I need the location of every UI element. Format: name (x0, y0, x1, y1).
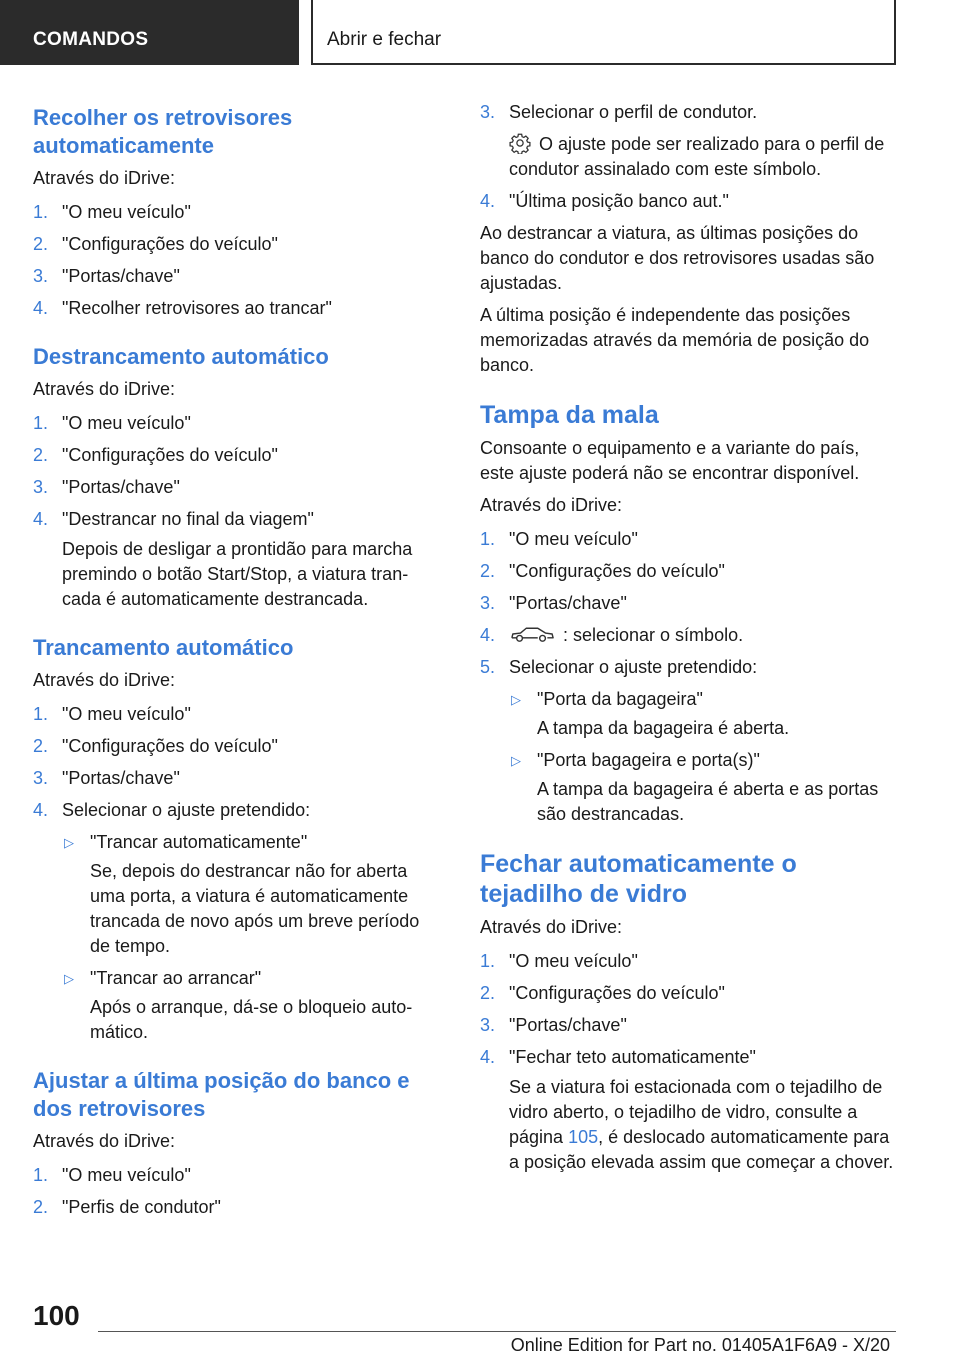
section-auto-unlock (33, 343, 443, 612)
section-last-seat-position-cont (480, 100, 898, 378)
list-item: 1. "O meu veículo" (33, 202, 191, 222)
paragraph: A última posição é independente das posições memorizadas através da memória de posição do banco. (480, 305, 870, 375)
page-reference-link[interactable]: 105 (568, 1127, 599, 1147)
list-item: 2. "Configurações do veículo" (480, 983, 725, 1003)
section-tailgate (480, 400, 898, 827)
footer-edition: Online Edition for Part no. 01405A1F6A9 - X/20 (510, 1335, 890, 1355)
topic-tab: Abrir e fechar (311, 0, 896, 65)
right-column (480, 100, 898, 1197)
list-item: 4. "Fechar teto automaticamente" Se a viatura foi estacionada com o tejadilho de vidro aberto, o tejadilho de vidro, consulte a página 105, é deslocado automaticamente para a posição elevada assim que começar a chover. (480, 1045, 898, 1175)
section-close-glass-roof (480, 849, 898, 1175)
intro-text: Através do iDrive: (33, 1131, 176, 1151)
list-item: 3. "Portas/chave" (33, 266, 180, 286)
triangle-bullet-icon: ▷ (64, 971, 74, 986)
section-auto-lock (33, 634, 443, 1045)
list-item: 1. "O meu veículo" (33, 413, 191, 433)
list-item: 2. "Configurações do veículo" (480, 561, 725, 581)
triangle-bullet-icon: ▷ (64, 835, 74, 850)
page-number: 100 (33, 1300, 80, 1331)
option-item: ▷ "Trancar automaticamente" Se, depois do destrancar não for aberta uma porta, a viatura é automaticamente trancada de novo após um breve período de tempo. (64, 832, 420, 956)
intro-text: Através do iDrive: (480, 917, 623, 937)
section-last-seat-position (33, 1067, 443, 1220)
triangle-bullet-icon: ▷ (511, 753, 521, 768)
section-fold-mirrors (33, 104, 443, 321)
list-item: 4. "Recolher retrovisores ao trancar" (33, 298, 332, 318)
list-item: 1. "O meu veículo" (33, 704, 191, 724)
list-item: 3. Selecionar o perfil de condutor. O ajuste pode ser realizado para o perfil de condutor assinalado com este símbolo. (480, 100, 898, 182)
section-title: Tampa da mala (480, 401, 659, 429)
paragraph: Ao destrancar a viatura, as últimas posições do banco do condutor e dos retrovisores usadas são ajustadas. (480, 223, 875, 293)
step-note: Depois de desligar a prontidão para marcha premindo o botão Start/Stop, a viatura tran‐cada é automaticamente destrancada. (62, 539, 413, 609)
gear-icon (509, 132, 531, 154)
list-item: 4. "Destrancar no final da viagem" Depois de desligar a prontidão para marcha premindo o botão Start/Stop, a viatura tran‐cada é automaticamente destrancada. (33, 507, 443, 612)
list-item: 3. "Portas/chave" (33, 477, 180, 497)
list-item: 1. "O meu veículo" (33, 1165, 191, 1185)
list-item: 1. "O meu veículo" (480, 951, 638, 971)
steps-list (480, 100, 898, 214)
steps-list (480, 527, 898, 827)
option-item: ▷ "Trancar ao arrancar" Após o arranque, dá-se o bloqueio auto‐mático. (64, 968, 413, 1042)
list-item: 5. Selecionar o ajuste pretendido: ▷ "Porta da bagageira" A tampa da bagageira é aberta. ▷ "Porta bagageira e porta(s)" A tampa da bagageira é aberta e as portas são destrancadas. (480, 655, 898, 827)
steps-list (33, 200, 443, 321)
list-item: 2. "Configurações do veículo" (33, 445, 278, 465)
steps-list (33, 702, 443, 1045)
option-item: ▷ "Porta da bagageira" A tampa da bagageira é aberta. (511, 689, 790, 738)
steps-list (480, 949, 898, 1175)
intro-text: Através do iDrive: (33, 670, 176, 690)
list-item: 2. "Perfis de condutor" (33, 1197, 221, 1217)
section-title: Destrancamento automático (33, 344, 329, 369)
footer-divider (98, 1331, 896, 1332)
paragraph: Consoante o equipamento e a variante do país, este ajuste poderá não se encontrar disponível. (480, 438, 860, 483)
intro-text: Através do iDrive: (33, 379, 176, 399)
triangle-bullet-icon: ▷ (511, 692, 521, 707)
steps-list (33, 1163, 443, 1220)
list-item: 1. "O meu veículo" (480, 529, 638, 549)
list-item: 2. "Configurações do veículo" (33, 736, 278, 756)
intro-text: Através do iDrive: (33, 168, 176, 188)
list-item: 4. "Última posição banco aut." (480, 191, 729, 211)
section-title: Trancamento automático (33, 635, 294, 660)
list-item: 3. "Portas/chave" (480, 593, 627, 613)
list-item: 3. "Portas/chave" (480, 1015, 627, 1035)
list-item: 3. "Portas/chave" (33, 768, 180, 788)
step-note: Se a viatura foi estacionada com o tejadilho de vidro aberto, o tejadilho de vidro, consulte a página 105, é deslocado automaticamente para a posição elevada assim que começar a chover. (509, 1077, 894, 1172)
section-title: Recolher os retrovisores automaticamente (33, 105, 293, 158)
section-title: Ajustar a última posição do banco e dos retrovisores (33, 1068, 410, 1121)
step-note: O ajuste pode ser realizado para o perfil de condutor assinalado com este símbolo. (509, 134, 885, 179)
section-title: Fechar automaticamente o tejadilho de vidro (480, 850, 797, 908)
options-list (62, 830, 443, 1045)
list-item: 4. : selecionar o símbolo. (480, 625, 744, 645)
option-item: ▷ "Porta bagageira e porta(s)" A tampa da bagageira é aberta e as portas são destrancadas. (511, 750, 879, 824)
list-item: 2. "Configurações do veículo" (33, 234, 278, 254)
steps-list (33, 411, 443, 612)
left-column (33, 100, 443, 1242)
car-icon (509, 623, 555, 645)
list-item: 4. Selecionar o ajuste pretendido: ▷ "Trancar automaticamente" Se, depois do destrancar não for aberta uma porta, a viatura é automaticamente trancada de novo após um breve período de tempo. ▷ "Trancar ao arrancar" Após o arranque, dá-se o bloqueio auto‐mático. (33, 798, 443, 1045)
options-list (509, 687, 898, 827)
chapter-tab: COMANDOS (0, 0, 299, 65)
intro-text: Através do iDrive: (480, 495, 623, 515)
